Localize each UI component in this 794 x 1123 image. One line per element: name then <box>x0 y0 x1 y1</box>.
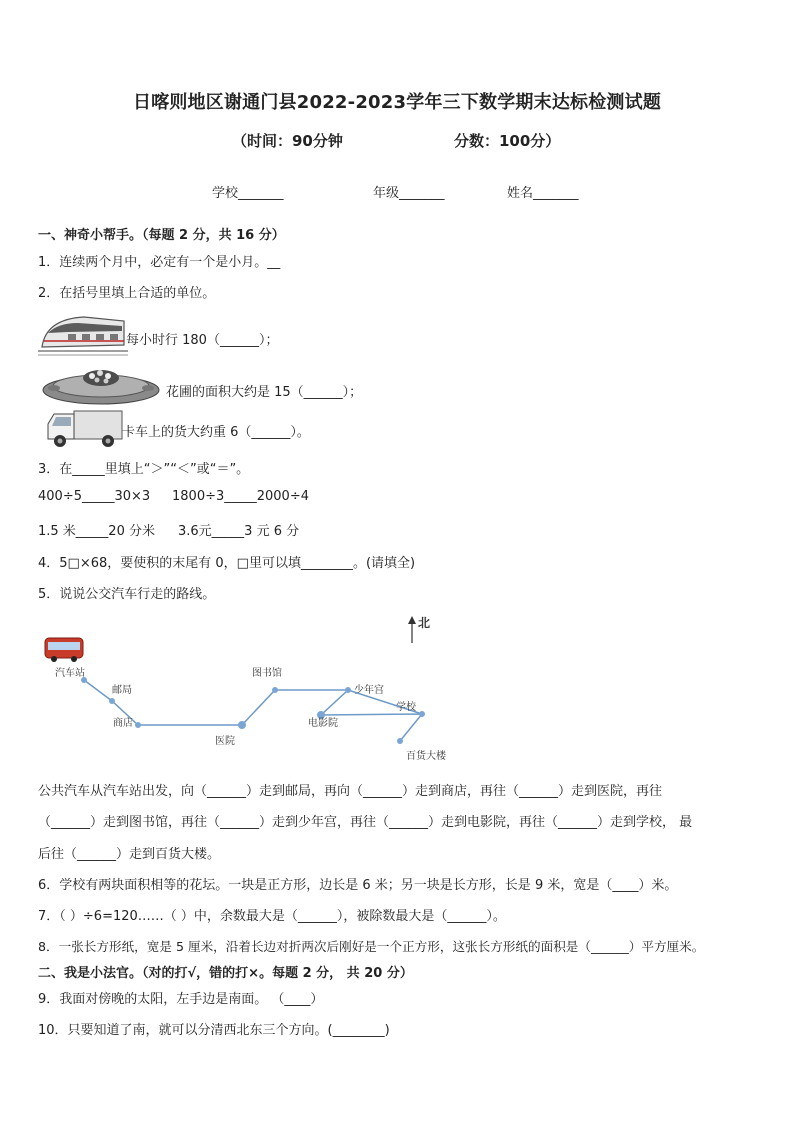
label-bus-station: 汽车站 <box>55 668 85 679</box>
bus-icon <box>45 638 83 662</box>
label-library: 图书馆 <box>252 668 282 679</box>
question-2: 2．在括号里填上合适的单位。 <box>38 286 216 301</box>
node-library <box>272 687 278 693</box>
label-school: 学校 <box>396 702 416 713</box>
node-school <box>419 711 425 717</box>
node-shop <box>135 722 141 728</box>
label-hospital: 医院 <box>215 736 235 747</box>
section-1-heading: 一、神奇小帮手。（每题 2 分，共 16 分） <box>38 228 285 243</box>
label-department-store: 百货大楼 <box>406 751 446 762</box>
node-hospital <box>238 721 246 729</box>
score-label: 分数：100分） <box>454 132 561 150</box>
question-7: 7．（ ）÷6=120……（ ）中，余数最大是（______），被除数最大是（______）。 <box>38 909 506 924</box>
question-3: 3．在_____里填上“＞”“＜”或“＝”。 <box>38 462 250 477</box>
question-10: 10．只要知道了南，就可以分清西北东三个方向。(________) <box>38 1023 390 1038</box>
question-3-row2-b: 3.6元_____3 元 6 分 <box>178 524 300 539</box>
flowerbed-image <box>40 364 162 408</box>
page-title: 日喀则地区谢通门县2022-2023学年三下数学期末达标检测试题 <box>132 92 662 113</box>
question-5-text-line3: 后往（______）走到百货大楼。 <box>38 847 221 862</box>
north-label: 北 <box>418 616 431 630</box>
node-department-store <box>397 738 403 744</box>
node-youth-palace <box>345 687 351 693</box>
grade-field: 年级_______ <box>373 186 445 201</box>
train-image <box>38 311 128 359</box>
label-youth-palace: 少年宫 <box>354 685 384 696</box>
truck-image <box>44 408 124 450</box>
question-2c: 卡车上的货大约重 6（______）。 <box>122 425 310 440</box>
question-5-text-line2: （______）走到图书馆，再往（______）走到少年宫，再往（______）走到电影院，再往（______）走到学校， 最 <box>38 815 693 830</box>
label-cinema: 电影院 <box>308 718 338 729</box>
question-4: 4．5□×68，要使积的末尾有 0，□里可以填________。(请填全) <box>38 556 416 571</box>
question-3-row2-a: 1.5 米_____20 分米 <box>38 524 155 539</box>
question-2b: 花圃的面积大约是 15（______）； <box>166 385 363 400</box>
question-1: 1．连续两个月中，必定有一个是小月。__ <box>38 255 281 270</box>
name-field: 姓名_______ <box>507 186 579 201</box>
north-arrow-head <box>408 616 416 624</box>
school-field: 学校_______ <box>212 186 284 201</box>
question-8: 8．一张长方形纸，宽是 5 厘米，沿着长边对折两次后刚好是一个正方形，这张长方形纸的面积是（______）平方厘米。 <box>38 939 705 954</box>
question-2a: 每小时行 180（______）； <box>126 333 279 348</box>
question-3-row1-a: 400÷5_____30×3 <box>38 489 151 504</box>
question-5: 5．说说公交汽车行走的路线。 <box>38 587 216 602</box>
section-2-heading: 二、我是小法官。（对的打√，错的打×。每题 2 分， 共 20 分） <box>38 966 413 981</box>
label-shop: 商店 <box>113 718 133 729</box>
label-post-office: 邮局 <box>112 685 132 696</box>
question-6: 6．学校有两块面积相等的花坛。一块是正方形，边长是 6 米；另一块是长方形，长是 9 米，宽是（____）米。 <box>38 878 678 893</box>
question-3-row1-b: 1800÷3_____2000÷4 <box>172 489 309 504</box>
question-9: 9．我面对傍晚的太阳，左手边是南面。 （____） <box>38 992 324 1007</box>
question-5-text-line1: 公共汽车从汽车站出发，向（______）走到邮局，再向（______）走到商店，再往（______）走到医院，再往 <box>38 784 663 799</box>
node-post-office <box>109 698 115 704</box>
route-map <box>0 608 794 770</box>
time-label: （时间：90分钟 <box>232 132 343 150</box>
